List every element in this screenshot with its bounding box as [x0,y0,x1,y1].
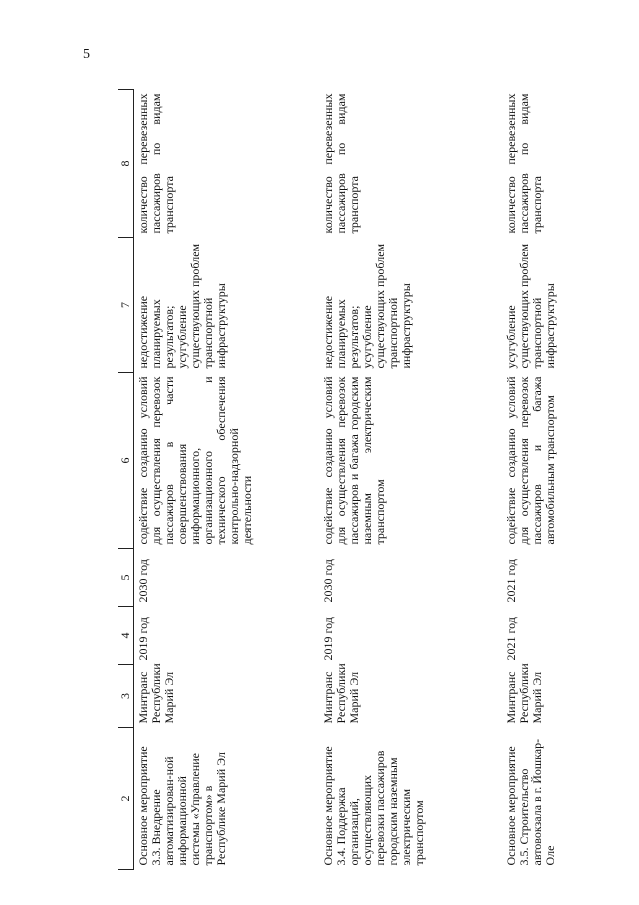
measure-cell: Основное мероприятие 3.4. Поддержка организаций, осуществляющих перевозки пассажиров городским наземным электрическим транспортом [321,746,426,866]
column-header: 8 [118,90,134,238]
page-number: 5 [83,47,90,62]
rotated-table-sheet [118,90,628,870]
program-measures-table [118,89,621,870]
executor-cell: Минтранс Республики Марий Эл [136,663,176,724]
executor-cell: Минтранс Республики Марий Эл [321,663,361,724]
column-header: 3 [118,665,134,728]
indicator-cell: количество перевезенных пассажиров по видам транспорта [136,93,176,234]
column-header: 6 [118,373,134,549]
column-header: 4 [118,607,134,665]
start-cell: 2021 год [504,617,518,661]
indicator-cell: количество перевезенных пассажиров по видам транспорта [321,93,361,234]
consequences-cell: недостижение планируемых результатов; усугубление существующих проблем транспортной инфраструктуры [321,243,413,369]
consequences-cell: усугубление существующих проблем транспортной инфраструктуры [504,243,557,369]
start-cell: 2019 год [321,617,335,661]
end-cell: 2030 год [321,559,335,603]
result-cell: содействие созданию условий для осуществления перевозок пассажиров в части совершенствования информационного, организационного и технического обеспечения контрольно-надзорной деятельности [136,376,254,545]
measure-cell: Основное мероприятие 3.3. Внедрение автоматизирован-ной информационной системы «Управление транспортом» в Республике Марий Эл [136,746,228,866]
table-row [502,90,621,870]
end-cell: 2030 год [136,559,150,603]
measure-cell: Основное мероприятие 3.5. Строительство автовокзала в г. Йошкар-Оле [504,738,557,866]
table-row [134,90,320,870]
result-cell: содействие созданию условий для осуществления перевозок пассажиров и багажа городским наземным электрическим транспортом [321,376,387,545]
column-number-row [118,90,134,870]
indicator-cell: количество перевезенных пассажиров по видам транспорта [504,93,544,234]
table-row [319,90,502,870]
executor-cell: Минтранс Республики Марий Эл [504,663,544,724]
consequences-cell: недостижение планируемых результатов; усугубление существующих проблем транспортной инфраструктуры [136,243,228,369]
column-header: 2 [118,728,134,870]
start-cell: 2019 год [136,617,150,661]
column-header: 7 [118,238,134,373]
column-header: 5 [118,549,134,607]
result-cell: содействие созданию условий для осуществления перевозок пассажиров и багажа автомобильным транспортом [504,376,557,545]
end-cell: 2021 год [504,559,518,603]
